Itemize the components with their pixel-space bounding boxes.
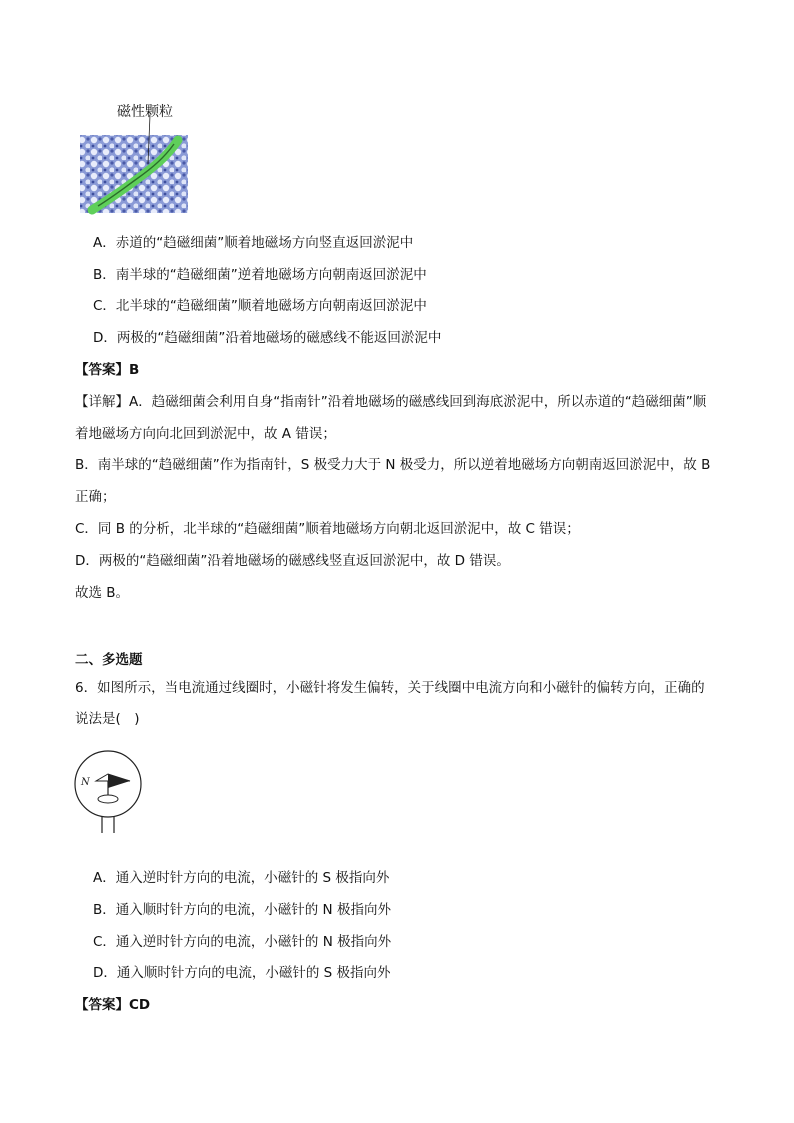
q6-answer: 【答案】CD: [75, 997, 151, 1013]
needle-south-half: [108, 774, 130, 788]
q5-explanation-line-1: 【详解】A．趋磁细菌会利用自身“指南针”沿着地磁场的磁感线回到海底淤泥中，所以赤道的“趋磁细菌”顺: [75, 394, 707, 410]
q5-explanation-line-2: 着地磁场方向向北回到淤泥中，故 A 错误；: [75, 426, 336, 442]
q5-option-b: B．南半球的“趋磁细菌”逆着地磁场方向朝南返回淤泥中: [93, 267, 427, 283]
q5-explanation-line-3: B．南半球的“趋磁细菌”作为指南针，S 极受力大于 N 极受力，所以逆着地磁场方向朝南返回淤泥中，故 B: [75, 457, 711, 473]
needle-base: [98, 795, 118, 803]
q6-option-a: A．通入逆时针方向的电流，小磁针的 S 极指向外: [93, 870, 390, 886]
q5-answer: 【答案】B: [75, 362, 140, 378]
q5-option-a: A．赤道的“趋磁细菌”顺着地磁场方向竖直返回淤泥中: [93, 235, 414, 251]
q5-explanation-line-5: C．同 B 的分析，北半球的“趋磁细菌”顺着地磁场方向朝北返回淤泥中，故 C 错误；: [75, 521, 580, 537]
needle-n-label: N: [81, 777, 90, 788]
q5-explanation-line-4: 正确；: [75, 489, 116, 505]
figure-label-magnetic-particles: 磁性颗粒: [117, 104, 173, 120]
q5-option-d: D．两极的“趋磁细菌”沿着地磁场的磁感线不能返回淤泥中: [93, 330, 442, 346]
q5-option-c: C．北半球的“趋磁细菌”顺着地磁场方向朝南返回淤泥中: [93, 298, 427, 314]
q6-option-b: B．通入顺时针方向的电流，小磁针的 N 极指向外: [93, 902, 391, 918]
q6-option-d: D．通入顺时针方向的电流，小磁针的 S 极指向外: [93, 965, 391, 981]
q6-stem-line-1: 6．如图所示，当电流通过线圈时，小磁针将发生偏转，关于线圈中电流方向和小磁针的偏转方向，正确的: [75, 680, 705, 696]
q6-stem-line-2: 说法是( ): [75, 711, 140, 727]
q6-option-c: C．通入逆时针方向的电流，小磁针的 N 极指向外: [93, 934, 392, 950]
q5-explanation-line-7: 故选 B。: [75, 585, 130, 601]
coil-compass-figure: [72, 748, 144, 836]
q5-explanation-line-6: D．两极的“趋磁细菌”沿着地磁场的磁感线竖直返回淤泥中，故 D 错误。: [75, 553, 510, 569]
section-title-multiple-choice: 二、多选题: [75, 652, 143, 668]
